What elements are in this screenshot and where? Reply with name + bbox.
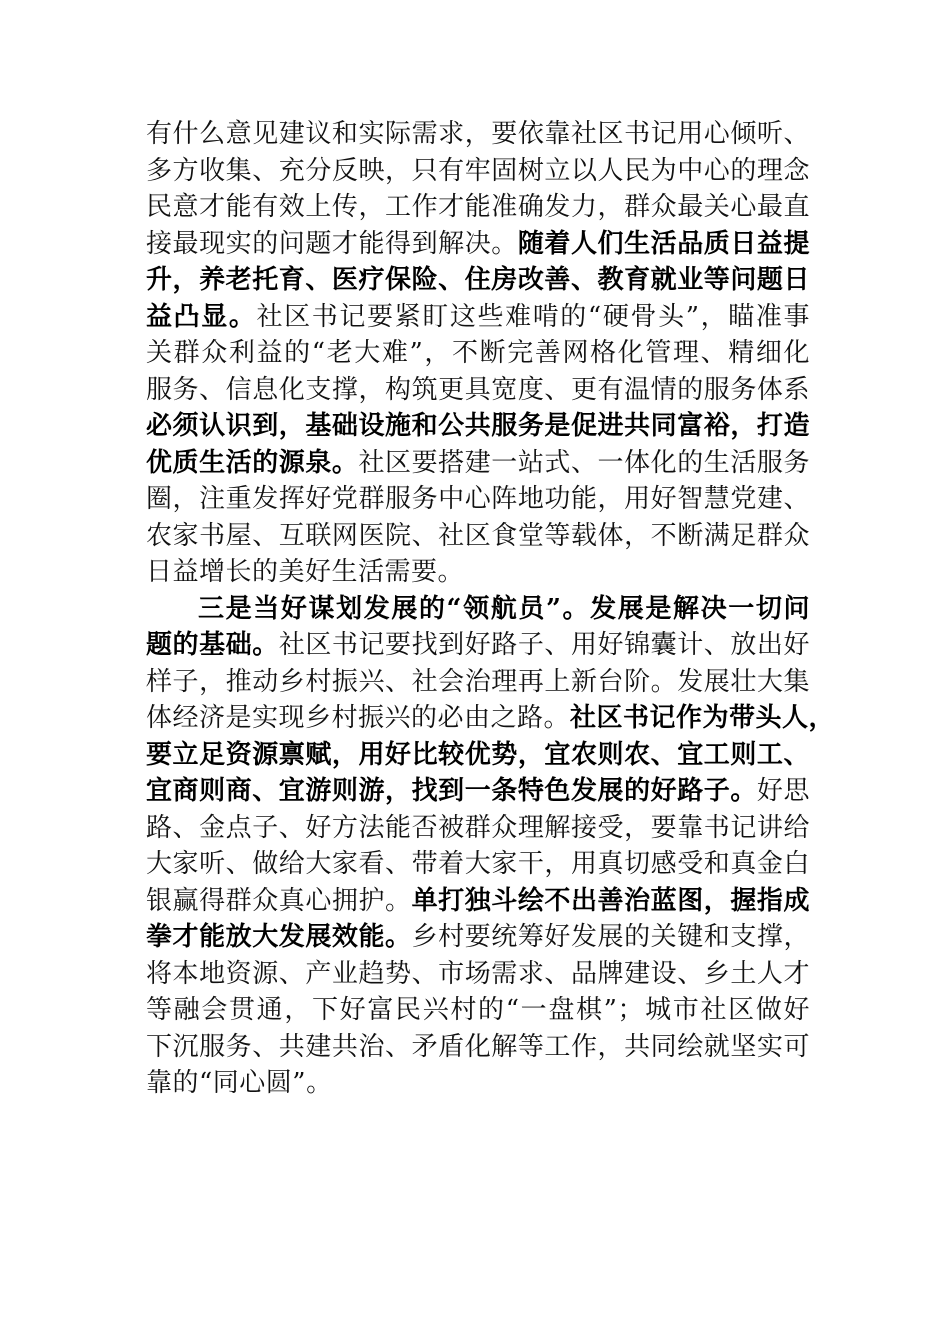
text-segment: 有什么意见建议和实际需求，要依靠社区书记用心倾听、 (146, 119, 810, 149)
text-line (146, 1065, 810, 1102)
bold-text-segment: 宜商则商、宜游则游，找到一条特色发展的好路子。 (146, 776, 757, 806)
text-line (146, 737, 810, 774)
text-line (146, 116, 810, 153)
text-segment: 大家听、做给大家看、带着大家干，用真切感受和真金白 (146, 849, 810, 879)
text-line (146, 810, 810, 847)
text-segment: 好思 (756, 776, 810, 806)
text-line (146, 299, 810, 336)
text-segment: 农家书屋、互联网医院、社区食堂等载体，不断满足群众 (146, 520, 810, 551)
text-line (146, 262, 810, 299)
text-line (146, 518, 810, 555)
bold-text-segment: 题的基础。 (146, 630, 279, 660)
text-line (146, 372, 810, 409)
bold-text-segment: 优质生活的源泉。 (146, 447, 359, 478)
text-line (146, 664, 810, 701)
text-segment: 将本地资源、产业趋势、市场需求、品牌建设、乡土人才 (146, 958, 810, 989)
text-line (146, 591, 810, 628)
text-segment: 靠的“同心圆”。 (146, 1068, 333, 1098)
text-line (146, 481, 810, 518)
text-line (146, 700, 836, 737)
text-segment: 圈，注重发挥好党群服务中心阵地功能，用好智慧党建、 (146, 484, 810, 514)
bold-text-segment: 益凸显。 (146, 301, 257, 332)
bold-text-segment: 要立足资源禀赋，用好比较优势，宜农则农、宜工则工、 (146, 739, 810, 770)
text-segment: 体经济是实现乡村振兴的必由之路。 (146, 703, 571, 733)
text-segment: 样子，推动乡村振兴、社会治理再上新台阶。发展壮大集 (146, 666, 810, 697)
text-segment: 日益增长的美好生活需要。 (146, 557, 465, 587)
bold-text-segment: 单打独斗绘不出善治蓝图，握指成 (411, 885, 810, 916)
text-segment: 等融会贯通，下好富民兴村的“一盘棋”；城市社区做好 (146, 995, 810, 1025)
text-line (146, 956, 810, 993)
text-segment: 服务、信息化支撑，构筑更具宽度、更有温情的服务体系 (146, 374, 810, 405)
text-line (146, 153, 810, 190)
text-line (146, 554, 810, 591)
text-segment: 多方收集、充分反映，只有牢固树立以人民为中心的理念 (146, 155, 810, 186)
bold-text-segment: 随着人们生活品质日益提 (517, 228, 810, 259)
text-line (146, 1029, 810, 1066)
bold-text-segment: 社区书记作为带头人， (570, 703, 836, 733)
text-line (146, 992, 810, 1029)
text-segment: 关群众利益的“老大难”，不断完善网格化管理、精细化 (146, 338, 810, 368)
text-line (146, 846, 810, 883)
text-line (146, 335, 810, 372)
text-segment: 社区书记要紧盯这些难啃的“硬骨头”，瞄准事 (256, 301, 810, 332)
bold-text-segment: 升，养老托育、医疗保险、住房改善、教育就业等问题日 (146, 265, 810, 295)
text-segment: 社区书记要找到好路子、用好锦囊计、放出好 (278, 630, 810, 660)
text-line (146, 445, 810, 482)
text-segment: 乡村要统筹好发展的关键和支撑， (411, 922, 810, 952)
text-line (146, 773, 810, 810)
text-line (146, 919, 810, 956)
text-segment: 路、金点子、好方法能否被群众理解接受，要靠书记讲给 (146, 812, 810, 843)
text-line (146, 189, 810, 226)
text-segment: 下沉服务、共建共治、矛盾化解等工作，共同绘就坚实可 (146, 1031, 810, 1062)
text-line (146, 226, 810, 263)
body-text (146, 116, 836, 1102)
bold-text-segment: 必须认识到，基础设施和公共服务是促进共同富裕，打造 (146, 411, 810, 441)
bold-text-segment: 拳才能放大发展效能。 (146, 922, 412, 952)
text-line (146, 408, 810, 445)
text-segment: 银赢得群众真心拥护。 (146, 885, 412, 916)
bold-text-segment: 三是当好谋划发展的“领航员”。发展是解决一切问 (198, 593, 810, 624)
text-line (146, 627, 810, 664)
text-segment: 接最现实的问题才能得到解决。 (146, 228, 518, 259)
text-segment: 民意才能有效上传，工作才能准确发力，群众最关心最直 (146, 192, 810, 222)
text-line (146, 883, 810, 920)
text-segment: 社区要搭建一站式、一体化的生活服务 (358, 447, 810, 478)
